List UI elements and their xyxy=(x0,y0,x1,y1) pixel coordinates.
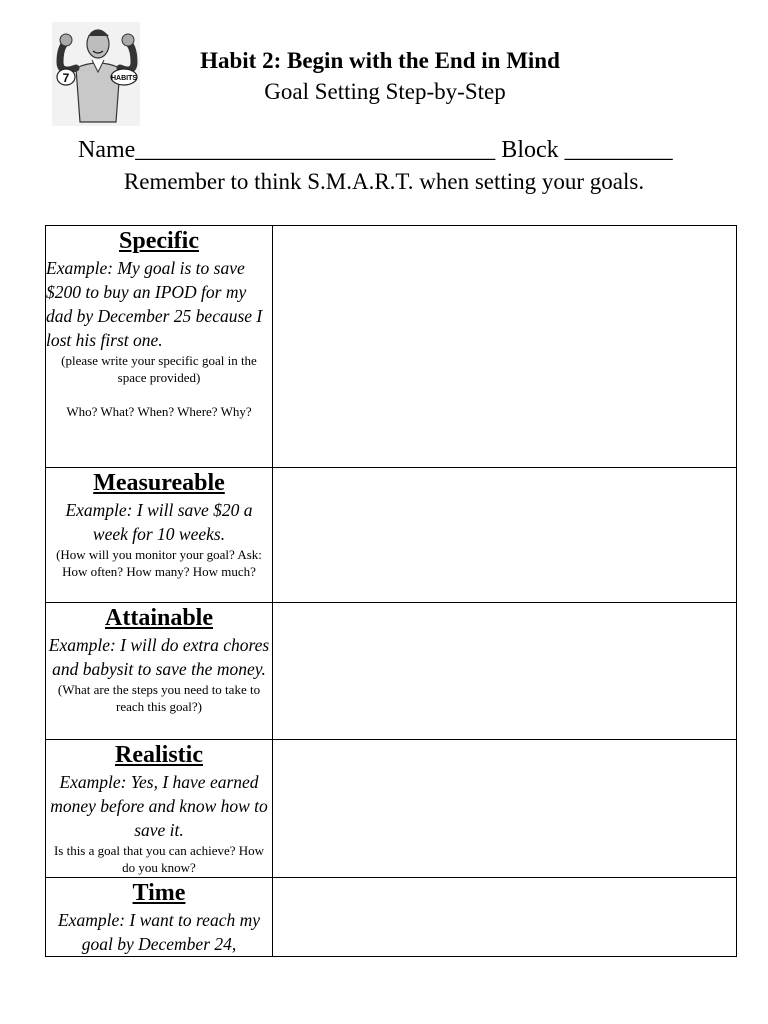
example-attainable: Example: I will do extra chores and babysit to save the money. xyxy=(48,635,270,679)
row-attainable xyxy=(46,603,737,740)
heading-measureable: Measureable xyxy=(93,470,225,496)
smart-reminder: Remember to think S.M.A.R.T. when setting your goals. xyxy=(123,169,645,194)
label-cell-attainable xyxy=(46,603,273,740)
answer-time[interactable] xyxy=(273,878,737,957)
answer-realistic[interactable] xyxy=(273,740,737,878)
row-specific xyxy=(46,226,737,468)
heading-realistic: Realistic xyxy=(115,742,203,768)
example-measureable: Example: I will save $20 a week for 10 weeks. xyxy=(65,500,253,544)
label-cell-realistic xyxy=(46,740,273,878)
note-measureable: (How will you monitor your goal? Ask: How often? How many? How much? xyxy=(56,547,262,579)
heading-attainable: Attainable xyxy=(105,605,213,631)
svg-text:HABITS: HABITS xyxy=(110,75,138,82)
page-subtitle: Goal Setting Step-by-Step xyxy=(264,79,506,104)
svg-text:7: 7 xyxy=(62,71,70,85)
seven-habits-logo xyxy=(52,22,140,126)
name-block-line[interactable]: Name______________________________ Block _________ xyxy=(78,137,673,163)
row-time xyxy=(46,878,737,957)
answer-measureable[interactable] xyxy=(273,468,737,603)
heading-time: Time xyxy=(132,880,186,906)
answer-specific[interactable] xyxy=(273,226,737,468)
label-cell-specific xyxy=(46,226,273,468)
note-specific-questions: Who? What? When? Where? Why? xyxy=(66,404,252,419)
example-realistic: Example: Yes, I have earned money before and know how to save it. xyxy=(50,772,268,840)
answer-attainable[interactable] xyxy=(273,603,737,740)
heading-specific: Specific xyxy=(119,228,199,254)
note-realistic: Is this a goal that you can achieve? How do you know? xyxy=(53,843,265,875)
label-cell-measureable xyxy=(46,468,273,603)
note-specific: (please write your specific goal in the space provided) xyxy=(61,353,257,385)
row-realistic xyxy=(46,740,737,878)
example-specific: Example: My goal is to save $200 to buy an IPOD for my dad by December 25 because I lost his first one. xyxy=(46,258,263,350)
row-measureable xyxy=(46,468,737,603)
page-title: Habit 2: Begin with the End in Mind xyxy=(200,48,560,73)
example-time: Example: I want to reach my goal by December 24, xyxy=(57,910,260,954)
smart-goals-table xyxy=(45,225,737,957)
label-cell-time xyxy=(46,878,273,957)
note-attainable: (What are the steps you need to take to reach this goal?) xyxy=(57,682,261,714)
